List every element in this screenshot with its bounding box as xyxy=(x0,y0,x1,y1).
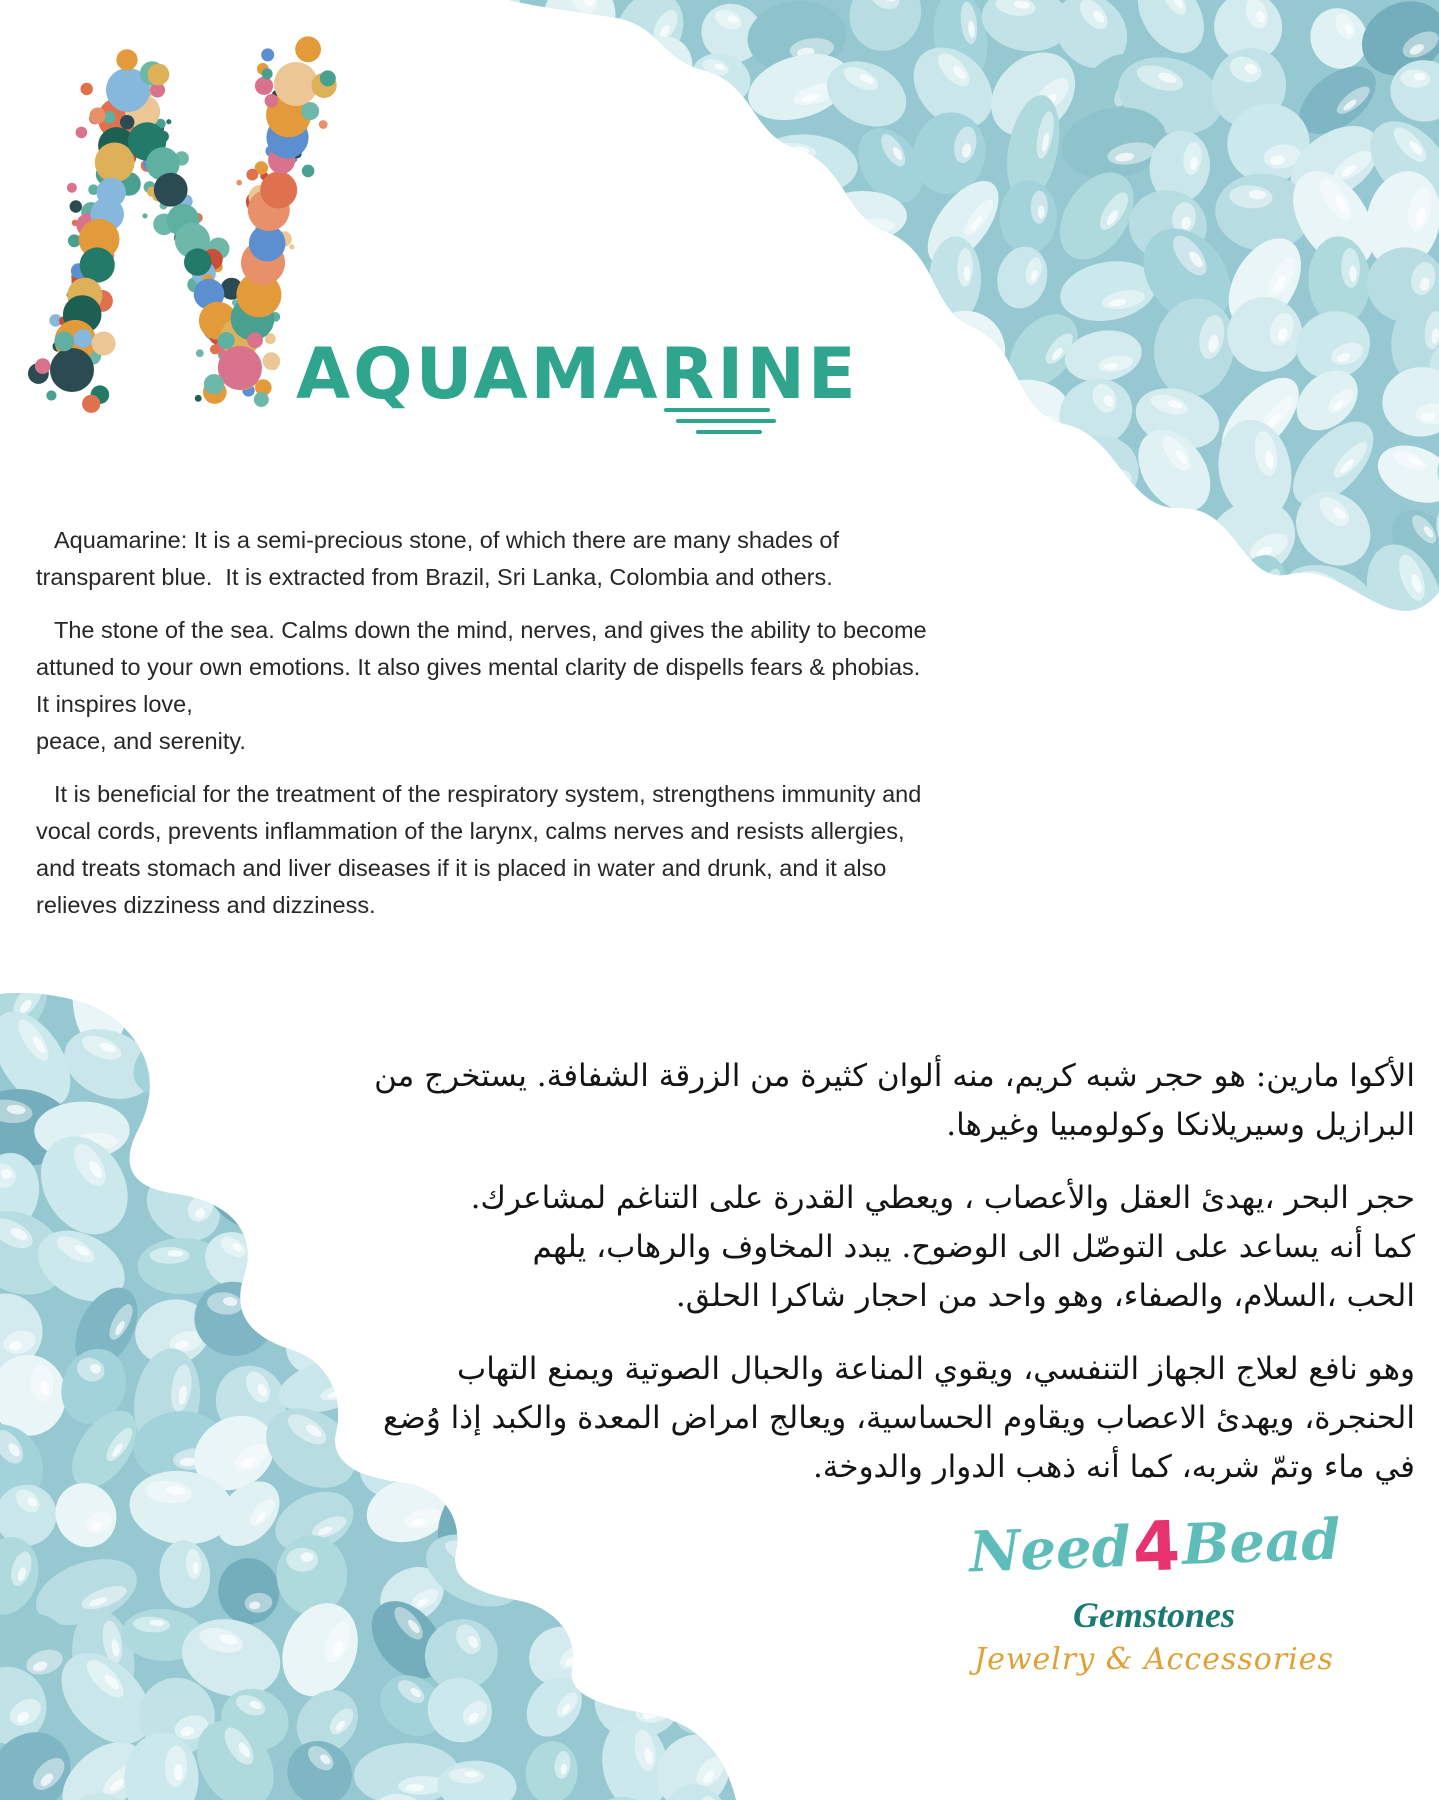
text-line: attuned to your own emotions. It also gives mental clarity de dispells fears & phobias. xyxy=(36,654,921,680)
arabic-paragraph xyxy=(295,1345,1415,1492)
text-line: حجر البحر ،يهدئ العقل والأعصاب ، ويعطي القدرة على التناغم لمشاعرك. xyxy=(470,1180,1415,1216)
text-line: Aquamarine: It is a semi-precious stone, of which there are many shades of xyxy=(54,527,840,553)
text-line: كما أنه يساعد على التوصّل الى الوضوح. يبدد المخاوف والرهاب، يلهم xyxy=(532,1229,1415,1265)
text-line: وهو نافع لعلاج الجهاز التنفسي، ويقوي المناعة والحبال الصوتية ويمنع التهاب xyxy=(457,1351,1415,1387)
brand-block xyxy=(968,1502,1342,1677)
text-line: الأكوا مارين: هو حجر شبه كريم، منه ألوان كثيرة من الزرقة الشفافة. يستخرج من xyxy=(374,1058,1415,1094)
text-line: vocal cords, prevents inflammation of the larynx, calms nerves and resists allergies, xyxy=(36,818,905,844)
arabic-paragraph xyxy=(295,1052,1415,1150)
text-line: الحنجرة، ويهدئ الاعصاب ويقاوم الحساسية، ويعالج امراض المعدة والكبد إذا وُضع xyxy=(383,1400,1415,1436)
text-line: البرازيل وسيريلانكا وكولومبيا وغيرها. xyxy=(946,1107,1415,1143)
wordmark-four: 4 xyxy=(1131,1507,1182,1588)
title-underline-dashes xyxy=(664,404,784,444)
english-paragraph xyxy=(36,522,1126,596)
text-line: الحب ،السلام، والصفاء، وهو واحد من احجار شاكرا الحلق. xyxy=(675,1278,1415,1314)
brand-tagline-gemstones: Gemstones xyxy=(1073,1594,1235,1635)
wordmark-bead: Bead xyxy=(1180,1506,1342,1579)
wordmark-need: Need xyxy=(968,1513,1132,1586)
text-line: It is beneficial for the treatment of the respiratory system, strengthens immunity and xyxy=(54,781,922,807)
text-line: transparent blue. It is extracted from Brazil, Sri Lanka, Colombia and others. xyxy=(36,564,833,590)
brand-tagline-accessories: Jewelry & Accessories xyxy=(974,1641,1334,1677)
text-line: and treats stomach and liver diseases if it is placed in water and drunk, and it also xyxy=(36,855,887,881)
text-line: في ماء وتمّ شربه، كما أنه ذهب الدوار والدوخة. xyxy=(812,1449,1415,1485)
arabic-paragraph xyxy=(295,1174,1415,1321)
arabic-description xyxy=(295,1052,1415,1516)
need4bead-dot-monogram-logo xyxy=(10,26,340,466)
english-description xyxy=(36,522,1126,940)
text-line: relieves dizziness and dizziness. xyxy=(36,892,376,918)
english-paragraph xyxy=(36,612,1126,760)
text-line: It inspires love, xyxy=(36,691,193,717)
english-paragraph xyxy=(36,776,1126,924)
text-line: The stone of the sea. Calms down the mind, nerves, and gives the ability to become xyxy=(54,617,927,643)
need4bead-wordmark xyxy=(968,1496,1341,1590)
text-line: peace, and serenity. xyxy=(36,728,246,754)
page-title: AQUAMARINE xyxy=(296,333,859,415)
